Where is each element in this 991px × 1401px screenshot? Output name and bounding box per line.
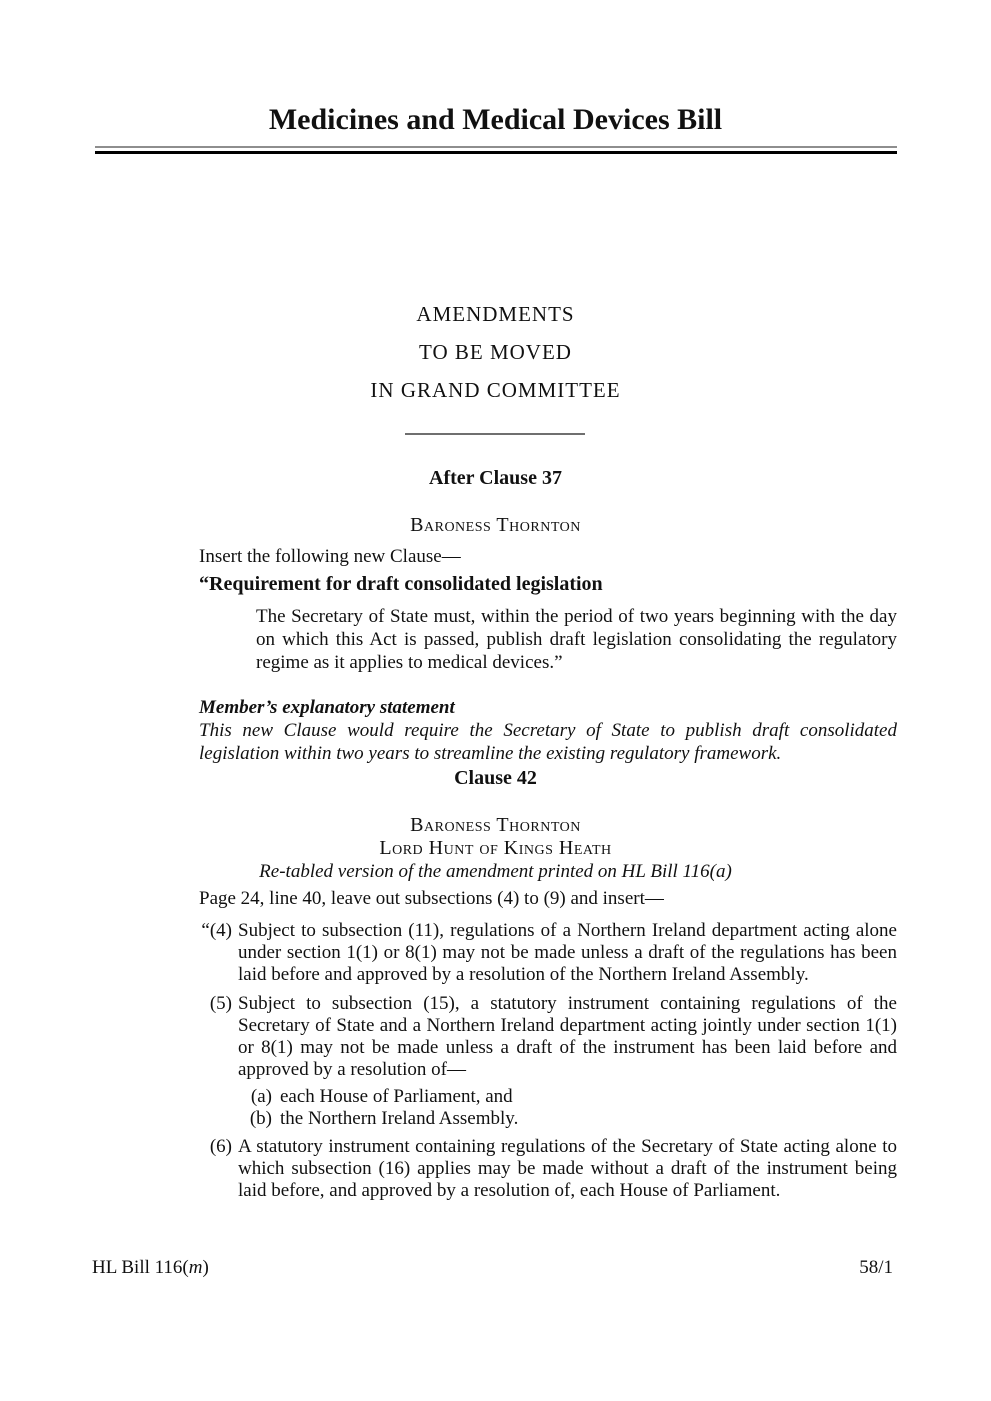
paragraph-marker: (a) — [250, 1086, 272, 1107]
masthead-divider-rule — [405, 433, 585, 435]
subsection-text: A statutory instrument containing regulations of the Secretary of State acting alone to which subsection (16) applies may be made without a draft of the instrument being laid before, and approved by a resolution of, each House of Parliament. — [238, 1136, 897, 1201]
retabled-note: Re-tabled version of the amendment printed on HL Bill 116(a) — [259, 861, 732, 882]
explanatory-statement-heading: Member’s explanatory statement — [199, 697, 455, 718]
subsection-marker: (5) — [209, 993, 232, 1014]
clause-heading: After Clause 37 — [429, 467, 562, 489]
paragraph-text: each House of Parliament, and — [280, 1086, 513, 1107]
page-footer — [92, 1256, 893, 1280]
subsection-5 — [199, 993, 897, 1081]
amendment-instruction: Page 24, line 40, leave out subsections (4) to (9) and insert— — [199, 888, 664, 909]
clause-heading: Clause 42 — [454, 767, 537, 789]
masthead-line-committee: IN GRAND COMMITTEE — [370, 378, 621, 402]
paragraph-a — [199, 1086, 897, 1108]
sponsor-name: Baroness Thornton — [410, 514, 581, 536]
sponsor-name: Lord Hunt of Kings Heath — [379, 837, 612, 859]
amendment-text-block — [199, 887, 897, 1202]
amendment-text-block — [199, 545, 897, 765]
bill-reference-prefix: HL Bill 116( — [92, 1257, 189, 1278]
bill-reference — [92, 1256, 209, 1280]
paragraph-marker: (b) — [249, 1108, 272, 1129]
subsection-marker: “(4) — [201, 920, 232, 941]
running-number: 58/1 — [859, 1257, 893, 1278]
new-clause-title: “Requirement for draft consolidated legislation — [199, 573, 603, 595]
paragraph-text: the Northern Ireland Assembly. — [280, 1108, 519, 1129]
subsection-text: Subject to subsection (11), regulations of a Northern Ireland department acting alone under section 1(1) or 8(1) may not be made unless a draft of the regulations has been laid before and approved by a resolution of the Northern Ireland Assembly. — [238, 920, 897, 985]
subsection-marker: (6) — [209, 1136, 232, 1157]
new-clause-body: The Secretary of State must, within the period of two years beginning with the day on which this Act is passed, publish draft legislation consolidating the regulatory regime as it applies to medical devices.” — [256, 606, 897, 673]
amendment-instruction: Insert the following new Clause— — [199, 546, 461, 567]
bill-reference-suffix: ) — [202, 1257, 209, 1278]
masthead-line-to-be-moved: TO BE MOVED — [419, 340, 572, 364]
amendment-clause-42 — [0, 766, 991, 1202]
subsection-text: Subject to subsection (15), a statutory instrument containing regulations of the Secretary of State and a Northern Ireland department acting jointly under section 1(1) or 8(1) may not be made unless a draft of the instrument has been laid before and approved by a resolution of— — [238, 993, 897, 1080]
subsection-4 — [199, 920, 897, 986]
explanatory-statement-text: This new Clause would require the Secretary of State to publish draft consolidated legislation within two years to streamline the existing regulatory framework. — [199, 720, 897, 764]
bill-title: Medicines and Medical Devices Bill — [268, 103, 723, 136]
bill-reference-italic: m — [188, 1257, 203, 1278]
title-double-rule — [95, 146, 897, 154]
masthead-line-amendments: AMENDMENTS — [416, 302, 575, 326]
amendment-after-clause-37 — [0, 466, 991, 765]
masthead — [0, 295, 991, 409]
sponsor-name: Baroness Thornton — [410, 814, 581, 836]
paragraph-b — [199, 1108, 897, 1130]
subsection-6 — [199, 1136, 897, 1202]
